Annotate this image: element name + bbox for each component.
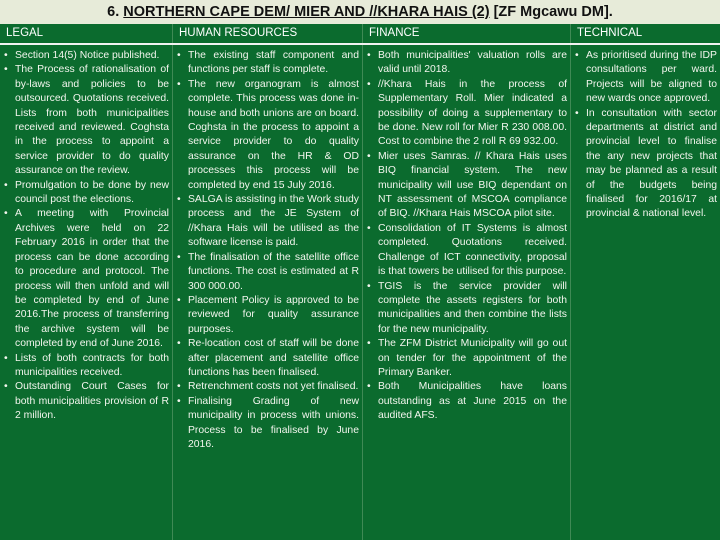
list-item: • Placement Policy is approved to be reviewed for quality assurance purposes. — [176, 294, 359, 337]
list-item: • Lists of both contracts for both municipalities received. — [3, 352, 169, 381]
header-legal: LEGAL — [6, 27, 44, 39]
finance-list — [366, 49, 567, 424]
list-item: • Both Municipalities have loans outstanding as at June 2015 on the audited AFS. — [366, 380, 567, 423]
header-technical: TECHNICAL — [570, 24, 720, 43]
list-item: • Section 14(5) Notice published. — [3, 49, 169, 63]
column-legal — [0, 45, 172, 540]
header-human-resources: HUMAN RESOURCES — [172, 24, 362, 43]
list-item: • Retrenchment costs not yet finalised. — [176, 380, 359, 394]
table-header-row — [0, 24, 720, 45]
table-body-row — [0, 45, 720, 540]
column-finance — [362, 45, 570, 540]
list-item: • The ZFM District Municipality will go out on tender for the appointment of the Primary Banker. — [366, 337, 567, 380]
list-item: • Finalising Grading of new municipality in process with unions. Process to be finalised by June 2016. — [176, 395, 359, 453]
list-item: • The existing staff component and functions per staff is complete. — [176, 49, 359, 78]
list-item: • //Khara Hais in the process of Supplementary Roll. Mier indicated a possibility of doing a supplementary to be done. New roll for Mier R 230 008.00. Cost to combine the 2 roll R 69 932.00. — [366, 78, 567, 150]
list-item: • Re-location cost of staff will be done after placement and satellite office functions has been finalised. — [176, 337, 359, 380]
list-item: • The Process of rationalisation of by-laws and policies to be outsourced. Quotations received. Lists from both municipalities received and reviewed. Coghsta in the process to appoint a service provider to do quality assurance on the review. — [3, 63, 169, 178]
legal-list — [3, 49, 169, 424]
title-prefix: 6. — [107, 4, 124, 20]
list-item: • In consultation with sector departments at district and provincial level to finalise the any new projects that may be planned as a result of the budgets being finalised for 2016/17 at provincial & national level. — [574, 107, 717, 222]
list-item: • As prioritised during the IDP consultations per ward. Projects will be aligned to new wards once approved. — [574, 49, 717, 107]
list-item: • Both municipalities' valuation rolls are valid until 2018. — [366, 49, 567, 78]
list-item: • The new organogram is almost complete. This process was done in-house and both unions are on board. Coghsta in the process to appoint a service provider to do quality assurance on the HR & OD processes this process will be completed by end 15 July 2016. — [176, 78, 359, 193]
header-finance: FINANCE — [362, 24, 570, 43]
technical-list — [574, 49, 717, 222]
column-technical — [570, 45, 720, 540]
title-underlined: NORTHERN CAPE DEM/ MIER AND //KHARA HAIS (2) — [123, 4, 490, 20]
title-suffix: [ZF Mgcawu DM]. — [489, 4, 613, 20]
list-item: • Outstanding Court Cases for both municipalities provision of R 2 million. — [3, 380, 169, 423]
list-item: • A meeting with Provincial Archives were held on 22 February 2016 in order that the process can be done according to procedure and protocol. The process will then unfold and will be completed by end of June 2016.The process of transferring the archive system will be completed by end of June 2016. — [3, 207, 169, 351]
list-item: • Mier uses Samras. // Khara Hais uses BIQ financial system. The new municipality will use BIQ dependant on NT assessment of MSCOA compliance of BIQ. //Khara Hais MSCOA pilot site. — [366, 150, 567, 222]
list-item: • The finalisation of the satellite office functions. The cost is estimated at R 300 000.00. — [176, 251, 359, 294]
column-human-resources — [172, 45, 362, 540]
list-item: • TGIS is the service provider will complete the assets registers for both municipalities and then combine the lists for the new municipality. — [366, 280, 567, 338]
list-item: • Promulgation to be done by new council post the elections. — [3, 179, 169, 208]
list-item: • Consolidation of IT Systems is almost completed. Quotations received. Challenge of ICT connectivity, proposal is that towers be utilised for this purpose. — [366, 222, 567, 280]
human-resources-list — [176, 49, 359, 452]
page-title — [0, 0, 720, 24]
list-item: • SALGA is assisting in the Work study process and the JE System of //Khara Hais will be utilised as the software license is paid. — [176, 193, 359, 251]
